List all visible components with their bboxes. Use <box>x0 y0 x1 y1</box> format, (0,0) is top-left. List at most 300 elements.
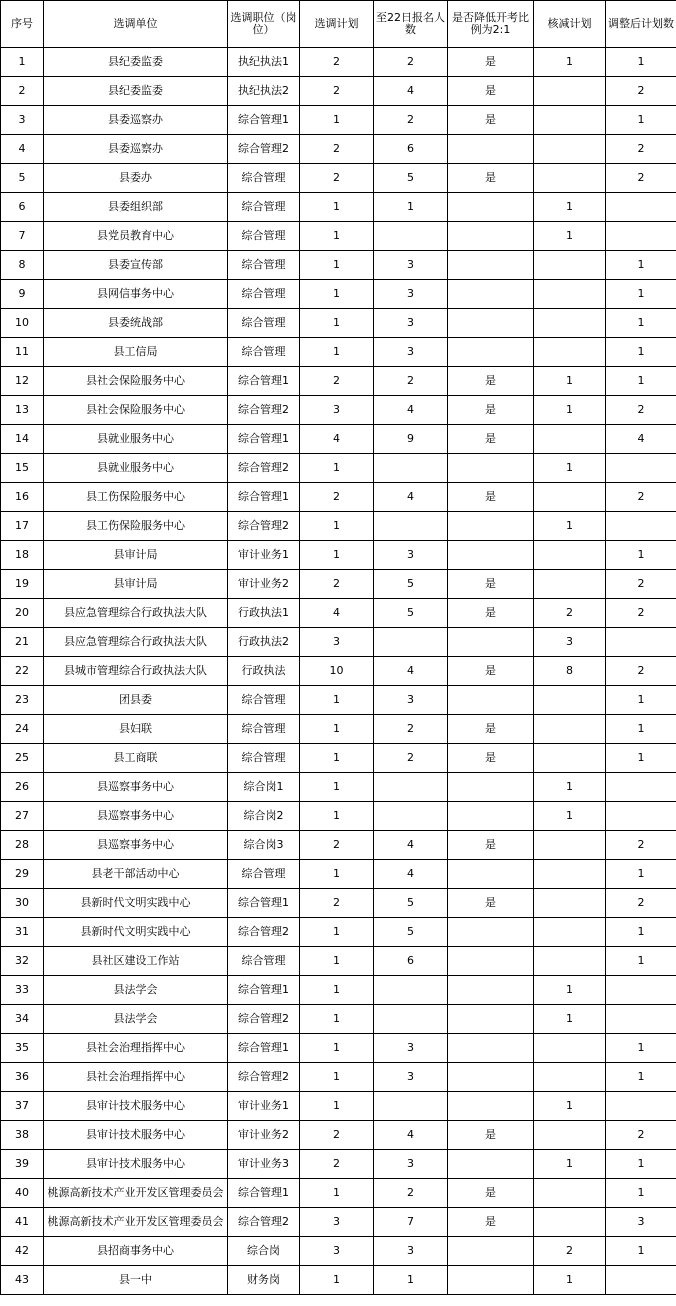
cell-unit: 县妇联 <box>44 715 228 744</box>
cell-ratio-reduced: 是 <box>448 106 534 135</box>
cell-ratio-reduced <box>448 947 534 976</box>
header-adjusted-plan: 调整后计划数 <box>606 1 676 48</box>
cell-ratio-reduced <box>448 1266 534 1295</box>
cell-unit: 县审计技术服务中心 <box>44 1150 228 1179</box>
cell-plan: 4 <box>300 425 374 454</box>
cell-position: 综合管理2 <box>228 1063 300 1092</box>
cell-position: 综合管理 <box>228 338 300 367</box>
cell-plan: 1 <box>300 744 374 773</box>
table-row <box>1 802 676 831</box>
cell-unit: 县工商联 <box>44 744 228 773</box>
cell-unit: 县委宣传部 <box>44 251 228 280</box>
cell-reduced-plan <box>534 947 606 976</box>
cell-unit: 县社会治理指挥中心 <box>44 1034 228 1063</box>
cell-unit: 县工伤保险服务中心 <box>44 483 228 512</box>
cell-reduced-plan: 1 <box>534 976 606 1005</box>
cell-plan: 1 <box>300 454 374 483</box>
table-row <box>1 773 676 802</box>
cell-position: 综合管理2 <box>228 512 300 541</box>
cell-adjusted-plan <box>606 193 676 222</box>
cell-position: 审计业务1 <box>228 1092 300 1121</box>
cell-adjusted-plan: 1 <box>606 1150 676 1179</box>
cell-applicants <box>374 454 448 483</box>
table-row <box>1 280 676 309</box>
cell-reduced-plan <box>534 135 606 164</box>
cell-reduced-plan <box>534 1121 606 1150</box>
cell-ratio-reduced <box>448 1150 534 1179</box>
cell-ratio-reduced: 是 <box>448 483 534 512</box>
table-row <box>1 1179 676 1208</box>
cell-seq: 24 <box>1 715 44 744</box>
cell-seq: 23 <box>1 686 44 715</box>
cell-unit: 县委统战部 <box>44 309 228 338</box>
cell-seq: 29 <box>1 860 44 889</box>
cell-reduced-plan <box>534 860 606 889</box>
cell-ratio-reduced <box>448 280 534 309</box>
cell-position: 行政执法2 <box>228 628 300 657</box>
cell-applicants: 4 <box>374 860 448 889</box>
cell-unit: 县社区建设工作站 <box>44 947 228 976</box>
cell-seq: 40 <box>1 1179 44 1208</box>
cell-reduced-plan <box>534 831 606 860</box>
cell-plan: 2 <box>300 889 374 918</box>
cell-adjusted-plan: 1 <box>606 1034 676 1063</box>
cell-seq: 38 <box>1 1121 44 1150</box>
cell-reduced-plan <box>534 744 606 773</box>
cell-plan: 2 <box>300 570 374 599</box>
table-row <box>1 135 676 164</box>
cell-ratio-reduced: 是 <box>448 744 534 773</box>
cell-reduced-plan: 1 <box>534 1092 606 1121</box>
cell-adjusted-plan: 1 <box>606 106 676 135</box>
cell-adjusted-plan: 2 <box>606 570 676 599</box>
cell-seq: 6 <box>1 193 44 222</box>
cell-position: 综合管理 <box>228 222 300 251</box>
cell-adjusted-plan: 1 <box>606 686 676 715</box>
cell-ratio-reduced: 是 <box>448 425 534 454</box>
cell-seq: 1 <box>1 48 44 77</box>
cell-ratio-reduced <box>448 338 534 367</box>
table-row <box>1 77 676 106</box>
header-unit: 选调单位 <box>44 1 228 48</box>
cell-applicants: 3 <box>374 686 448 715</box>
header-ratio-reduced: 是否降低开考比例为2:1 <box>448 1 534 48</box>
cell-unit: 县就业服务中心 <box>44 425 228 454</box>
cell-ratio-reduced <box>448 686 534 715</box>
cell-adjusted-plan: 1 <box>606 860 676 889</box>
table-row <box>1 918 676 947</box>
cell-adjusted-plan: 1 <box>606 309 676 338</box>
cell-ratio-reduced <box>448 541 534 570</box>
cell-adjusted-plan: 4 <box>606 425 676 454</box>
cell-adjusted-plan <box>606 512 676 541</box>
cell-adjusted-plan <box>606 1005 676 1034</box>
cell-plan: 3 <box>300 1208 374 1237</box>
cell-seq: 9 <box>1 280 44 309</box>
cell-applicants: 2 <box>374 715 448 744</box>
cell-ratio-reduced: 是 <box>448 1179 534 1208</box>
cell-seq: 5 <box>1 164 44 193</box>
cell-reduced-plan: 3 <box>534 628 606 657</box>
cell-seq: 4 <box>1 135 44 164</box>
table-row <box>1 1092 676 1121</box>
cell-seq: 2 <box>1 77 44 106</box>
cell-unit: 县城市管理综合行政执法大队 <box>44 657 228 686</box>
cell-unit: 县巡察事务中心 <box>44 831 228 860</box>
cell-applicants: 6 <box>374 135 448 164</box>
cell-applicants <box>374 222 448 251</box>
cell-reduced-plan <box>534 77 606 106</box>
cell-ratio-reduced <box>448 1092 534 1121</box>
table-row <box>1 657 676 686</box>
cell-adjusted-plan: 2 <box>606 1121 676 1150</box>
cell-plan: 1 <box>300 1005 374 1034</box>
cell-applicants: 2 <box>374 106 448 135</box>
cell-applicants: 2 <box>374 48 448 77</box>
cell-ratio-reduced <box>448 512 534 541</box>
cell-plan: 1 <box>300 309 374 338</box>
cell-position: 执纪执法1 <box>228 48 300 77</box>
cell-applicants: 3 <box>374 338 448 367</box>
cell-plan: 4 <box>300 599 374 628</box>
cell-applicants: 5 <box>374 889 448 918</box>
cell-seq: 17 <box>1 512 44 541</box>
cell-ratio-reduced: 是 <box>448 889 534 918</box>
cell-adjusted-plan: 2 <box>606 657 676 686</box>
cell-plan: 1 <box>300 802 374 831</box>
cell-applicants: 4 <box>374 77 448 106</box>
cell-ratio-reduced: 是 <box>448 1208 534 1237</box>
cell-applicants <box>374 1005 448 1034</box>
cell-seq: 25 <box>1 744 44 773</box>
cell-plan: 1 <box>300 106 374 135</box>
cell-position: 综合管理 <box>228 251 300 280</box>
cell-ratio-reduced <box>448 976 534 1005</box>
header-reduced-plan: 核减计划 <box>534 1 606 48</box>
cell-reduced-plan: 1 <box>534 367 606 396</box>
cell-seq: 43 <box>1 1266 44 1295</box>
cell-adjusted-plan: 2 <box>606 483 676 512</box>
cell-ratio-reduced <box>448 251 534 280</box>
cell-adjusted-plan: 1 <box>606 48 676 77</box>
cell-position: 综合管理 <box>228 686 300 715</box>
table-row <box>1 222 676 251</box>
cell-reduced-plan <box>534 570 606 599</box>
cell-reduced-plan: 1 <box>534 1150 606 1179</box>
cell-unit: 县就业服务中心 <box>44 454 228 483</box>
table-row <box>1 396 676 425</box>
cell-adjusted-plan: 1 <box>606 367 676 396</box>
cell-adjusted-plan <box>606 773 676 802</box>
table-row <box>1 1208 676 1237</box>
cell-seq: 12 <box>1 367 44 396</box>
cell-position: 审计业务2 <box>228 1121 300 1150</box>
cell-applicants: 5 <box>374 570 448 599</box>
cell-adjusted-plan: 1 <box>606 744 676 773</box>
table-row <box>1 1063 676 1092</box>
cell-reduced-plan <box>534 918 606 947</box>
table-row <box>1 106 676 135</box>
cell-position: 综合管理1 <box>228 483 300 512</box>
cell-plan: 2 <box>300 77 374 106</box>
cell-ratio-reduced: 是 <box>448 48 534 77</box>
cell-seq: 8 <box>1 251 44 280</box>
cell-reduced-plan <box>534 309 606 338</box>
cell-ratio-reduced <box>448 628 534 657</box>
cell-applicants: 6 <box>374 947 448 976</box>
cell-position: 综合管理1 <box>228 1034 300 1063</box>
cell-applicants <box>374 773 448 802</box>
cell-seq: 19 <box>1 570 44 599</box>
cell-applicants: 2 <box>374 367 448 396</box>
cell-plan: 3 <box>300 396 374 425</box>
cell-position: 综合管理2 <box>228 1208 300 1237</box>
cell-position: 综合管理1 <box>228 976 300 1005</box>
table-row <box>1 425 676 454</box>
cell-plan: 1 <box>300 918 374 947</box>
cell-adjusted-plan: 1 <box>606 715 676 744</box>
table-row <box>1 1237 676 1266</box>
table-row <box>1 628 676 657</box>
table-row <box>1 309 676 338</box>
cell-position: 综合管理 <box>228 715 300 744</box>
cell-ratio-reduced: 是 <box>448 657 534 686</box>
cell-reduced-plan: 1 <box>534 222 606 251</box>
cell-plan: 2 <box>300 831 374 860</box>
cell-seq: 42 <box>1 1237 44 1266</box>
cell-plan: 1 <box>300 715 374 744</box>
table-row <box>1 889 676 918</box>
cell-adjusted-plan: 1 <box>606 541 676 570</box>
table-row <box>1 541 676 570</box>
cell-unit: 县新时代文明实践中心 <box>44 889 228 918</box>
cell-ratio-reduced <box>448 193 534 222</box>
cell-seq: 11 <box>1 338 44 367</box>
table-row <box>1 860 676 889</box>
cell-position: 财务岗 <box>228 1266 300 1295</box>
cell-position: 综合管理2 <box>228 135 300 164</box>
cell-unit: 县巡察事务中心 <box>44 802 228 831</box>
cell-reduced-plan <box>534 686 606 715</box>
cell-position: 综合管理2 <box>228 1005 300 1034</box>
cell-adjusted-plan: 1 <box>606 947 676 976</box>
cell-reduced-plan <box>534 338 606 367</box>
cell-unit: 县委办 <box>44 164 228 193</box>
cell-applicants <box>374 628 448 657</box>
cell-reduced-plan <box>534 280 606 309</box>
cell-reduced-plan: 1 <box>534 802 606 831</box>
cell-plan: 2 <box>300 367 374 396</box>
cell-unit: 县审计局 <box>44 541 228 570</box>
cell-position: 综合岗 <box>228 1237 300 1266</box>
cell-seq: 30 <box>1 889 44 918</box>
cell-reduced-plan <box>534 541 606 570</box>
cell-applicants: 1 <box>374 1266 448 1295</box>
cell-applicants: 3 <box>374 280 448 309</box>
cell-position: 综合管理1 <box>228 106 300 135</box>
cell-plan: 1 <box>300 1266 374 1295</box>
cell-plan: 1 <box>300 222 374 251</box>
cell-adjusted-plan <box>606 1266 676 1295</box>
cell-applicants: 4 <box>374 657 448 686</box>
cell-plan: 1 <box>300 860 374 889</box>
cell-plan: 2 <box>300 48 374 77</box>
table-row <box>1 251 676 280</box>
cell-position: 综合管理 <box>228 860 300 889</box>
cell-position: 综合管理 <box>228 744 300 773</box>
cell-reduced-plan: 1 <box>534 396 606 425</box>
cell-position: 综合管理1 <box>228 425 300 454</box>
cell-position: 综合管理1 <box>228 889 300 918</box>
cell-reduced-plan: 8 <box>534 657 606 686</box>
cell-seq: 37 <box>1 1092 44 1121</box>
cell-reduced-plan <box>534 1063 606 1092</box>
cell-unit: 县党员教育中心 <box>44 222 228 251</box>
cell-adjusted-plan <box>606 1092 676 1121</box>
cell-unit: 县社会治理指挥中心 <box>44 1063 228 1092</box>
cell-plan: 2 <box>300 1150 374 1179</box>
cell-seq: 20 <box>1 599 44 628</box>
cell-applicants: 3 <box>374 541 448 570</box>
cell-unit: 县审计局 <box>44 570 228 599</box>
cell-seq: 21 <box>1 628 44 657</box>
cell-ratio-reduced: 是 <box>448 570 534 599</box>
table-row <box>1 454 676 483</box>
cell-position: 执纪执法2 <box>228 77 300 106</box>
cell-seq: 14 <box>1 425 44 454</box>
table-row <box>1 483 676 512</box>
cell-applicants: 4 <box>374 396 448 425</box>
cell-seq: 26 <box>1 773 44 802</box>
cell-seq: 15 <box>1 454 44 483</box>
cell-position: 综合管理1 <box>228 367 300 396</box>
header-position: 选调职位（岗位） <box>228 1 300 48</box>
cell-seq: 41 <box>1 1208 44 1237</box>
cell-seq: 22 <box>1 657 44 686</box>
cell-ratio-reduced: 是 <box>448 1121 534 1150</box>
cell-unit: 县审计技术服务中心 <box>44 1121 228 1150</box>
cell-reduced-plan: 1 <box>534 773 606 802</box>
cell-adjusted-plan: 2 <box>606 889 676 918</box>
table-row <box>1 686 676 715</box>
cell-ratio-reduced <box>448 918 534 947</box>
table-row <box>1 164 676 193</box>
cell-adjusted-plan: 1 <box>606 918 676 947</box>
cell-seq: 39 <box>1 1150 44 1179</box>
cell-adjusted-plan: 2 <box>606 396 676 425</box>
table-row <box>1 715 676 744</box>
cell-position: 综合管理1 <box>228 1179 300 1208</box>
cell-reduced-plan <box>534 483 606 512</box>
cell-ratio-reduced: 是 <box>448 77 534 106</box>
cell-plan: 2 <box>300 135 374 164</box>
header-applicants: 至22日报名人数 <box>374 1 448 48</box>
cell-adjusted-plan: 2 <box>606 831 676 860</box>
cell-reduced-plan <box>534 164 606 193</box>
table-row <box>1 976 676 1005</box>
table-row <box>1 1005 676 1034</box>
cell-unit: 县委组织部 <box>44 193 228 222</box>
cell-ratio-reduced <box>448 1063 534 1092</box>
cell-seq: 10 <box>1 309 44 338</box>
cell-ratio-reduced <box>448 222 534 251</box>
cell-seq: 28 <box>1 831 44 860</box>
cell-applicants <box>374 512 448 541</box>
cell-reduced-plan <box>534 251 606 280</box>
table-body <box>1 48 676 1295</box>
cell-reduced-plan: 1 <box>534 1266 606 1295</box>
cell-ratio-reduced <box>448 1034 534 1063</box>
cell-unit: 县纪委监委 <box>44 48 228 77</box>
cell-seq: 18 <box>1 541 44 570</box>
cell-applicants: 5 <box>374 599 448 628</box>
cell-applicants: 2 <box>374 744 448 773</box>
cell-applicants: 3 <box>374 309 448 338</box>
cell-ratio-reduced: 是 <box>448 367 534 396</box>
cell-position: 综合岗1 <box>228 773 300 802</box>
cell-ratio-reduced: 是 <box>448 164 534 193</box>
cell-reduced-plan: 1 <box>534 454 606 483</box>
cell-plan: 1 <box>300 193 374 222</box>
cell-position: 综合岗2 <box>228 802 300 831</box>
cell-ratio-reduced: 是 <box>448 715 534 744</box>
cell-applicants: 3 <box>374 1237 448 1266</box>
cell-position: 综合管理 <box>228 309 300 338</box>
cell-unit: 县委巡察办 <box>44 135 228 164</box>
cell-unit: 县应急管理综合行政执法大队 <box>44 628 228 657</box>
cell-plan: 1 <box>300 280 374 309</box>
cell-plan: 1 <box>300 773 374 802</box>
cell-applicants: 9 <box>374 425 448 454</box>
cell-adjusted-plan <box>606 802 676 831</box>
table-row <box>1 338 676 367</box>
cell-position: 审计业务1 <box>228 541 300 570</box>
cell-unit: 县应急管理综合行政执法大队 <box>44 599 228 628</box>
cell-plan: 1 <box>300 976 374 1005</box>
cell-adjusted-plan: 2 <box>606 599 676 628</box>
cell-unit: 县工信局 <box>44 338 228 367</box>
table-row <box>1 512 676 541</box>
cell-adjusted-plan: 2 <box>606 77 676 106</box>
cell-adjusted-plan: 1 <box>606 1179 676 1208</box>
cell-adjusted-plan: 3 <box>606 1208 676 1237</box>
cell-plan: 1 <box>300 541 374 570</box>
cell-unit: 县网信事务中心 <box>44 280 228 309</box>
cell-position: 综合管理 <box>228 164 300 193</box>
table-row <box>1 367 676 396</box>
cell-applicants <box>374 802 448 831</box>
table-row <box>1 193 676 222</box>
cell-plan: 1 <box>300 338 374 367</box>
table-row <box>1 599 676 628</box>
cell-ratio-reduced: 是 <box>448 599 534 628</box>
cell-position: 综合岗3 <box>228 831 300 860</box>
cell-plan: 2 <box>300 1121 374 1150</box>
cell-plan: 1 <box>300 1034 374 1063</box>
cell-adjusted-plan <box>606 976 676 1005</box>
cell-plan: 1 <box>300 1092 374 1121</box>
cell-applicants: 4 <box>374 831 448 860</box>
cell-position: 综合管理2 <box>228 918 300 947</box>
cell-position: 综合管理 <box>228 280 300 309</box>
cell-ratio-reduced <box>448 309 534 338</box>
cell-unit: 县一中 <box>44 1266 228 1295</box>
cell-position: 行政执法1 <box>228 599 300 628</box>
cell-reduced-plan <box>534 1034 606 1063</box>
cell-ratio-reduced <box>448 1005 534 1034</box>
cell-plan: 3 <box>300 628 374 657</box>
cell-reduced-plan: 1 <box>534 193 606 222</box>
